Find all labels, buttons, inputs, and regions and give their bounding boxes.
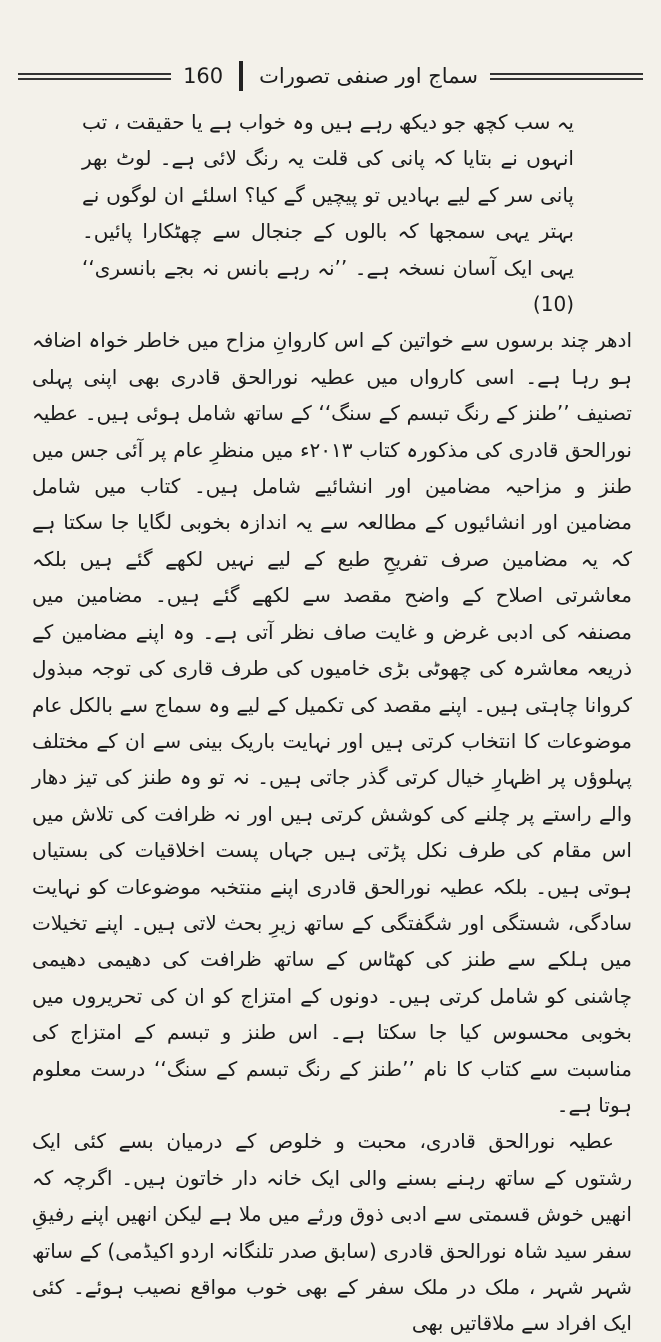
body-text (32, 104, 632, 1342)
running-title: سماج اور صنفی تصورات (259, 64, 478, 88)
header-divider (239, 61, 243, 91)
header-rule-right (490, 73, 643, 80)
page-header (18, 58, 643, 94)
paragraph-1: ادھر چند برسوں سے خواتین کے اس کاروانِ مزاح میں خاطر خواہ اضافہ ہو رہا ہے۔ اسی کارواں میں عطیہ نورالحق قادری بھی اپنی پہلی تصنیف ’’طنز کے رنگ تبسم کے سنگ‘‘ کے ساتھ شامل ہوئی ہیں۔ عطیہ نورالحق قادری کی مذکورہ کتاب ۲۰۱۳ء میں منظرِ عام پر آئی جس میں طنز و مزاحیہ مضامین اور انشائیے شامل ہیں۔ کتاب میں شامل مضامین اور انشائیوں کے مطالعہ سے یہ اندازہ بخوبی لگایا جا سکتا ہے کہ یہ مضامین صرف تفریحِ طبع کے لیے نہیں لکھے گئے ہیں بلکہ معاشرتی اصلاح کے واضح مقصد سے لکھے گئے ہیں۔ مضامین میں مصنفہ کی ادبی غرض و غایت صاف نظر آتی ہے۔ وہ اپنے مضامین کے ذریعہ معاشرہ کی چھوٹی بڑی خامیوں کی طرف قاری کی توجہ مبذول کروانا چاہتی ہیں۔ اپنے مقصد کی تکمیل کے لیے وہ سماج سے بالکل عام موضوعات کا انتخاب کرتی ہیں اور نہایت باریک بینی سے ان کے مختلف پہلوؤں پر اظہارِ خیال کرتی گذر جاتی ہیں۔ نہ تو وہ طنز کی تیز دھار والے راستے پر چلنے کی کوشش کرتی ہیں اور نہ ظرافت کی تلاش میں اس مقام کی طرف نکل پڑتی ہیں جہاں پست اخلاقیات کی بستیاں ہوتی ہیں۔ بلکہ عطیہ نورالحق قادری اپنے منتخبہ موضوعات کو نہایت سادگی، شستگی اور شگفتگی کے ساتھ زیرِ بحث لاتی ہیں۔ اپنے تخیلات میں ہلکے سے طنز کی کھٹاس کے ساتھ ظرافت کی دھیمی دھیمی چاشنی کو شامل کرتی ہیں۔ دونوں کے امتزاج کو ان کی تحریروں میں بخوبی محسوس کیا جا سکتا ہے۔ اس طنز و تبسم کے امتزاج کی مناسبت سے کتاب کا نام ’’طنز کے رنگ تبسم کے سنگ‘‘ درست معلوم ہوتا ہے۔ (32, 328, 632, 1117)
header-rule-left (18, 73, 171, 80)
page-number: 160 (183, 64, 224, 88)
paragraph-2: عطیہ نورالحق قادری، محبت و خلوص کے درمیان بسے کئی ایک رشتوں کے ساتھ رہنے بسنے والی ایک خانہ دار خاتون ہیں۔ اگرچہ کہ انھیں خوش قسمتی سے ادبی ذوق ورثے میں ملا ہے لیکن انھیں اپنے رفیقِ سفر سید شاہ نورالحق قادری (سابق صدر تلنگانہ اردو اکیڈمی) کے ساتھ شہر شہر ، ملک در ملک سفر کے بھی خوب مواقع نصیب ہوئے۔ کئی ایک افراد سے ملاقاتیں بھی (32, 1129, 632, 1336)
block-quote: یہ سب کچھ جو دیکھ رہے ہیں وہ خواب ہے یا حقیقت ، تب انہوں نے بتایا کہ پانی کی قلت یہ رنگ لائی ہے۔ لوٹ بھر پانی سر کے لیے بہادیں تو پیچیں گے کیا؟ اسلئے ان لوگوں نے بہتر یہی سمجھا کہ بالوں کے جنجال سے چھٹکارا پائیں۔ یہی ایک آسان نسخہ ہے۔ ’’نہ رہے بانس نہ بجے بانسری‘‘ (10) (82, 110, 574, 317)
